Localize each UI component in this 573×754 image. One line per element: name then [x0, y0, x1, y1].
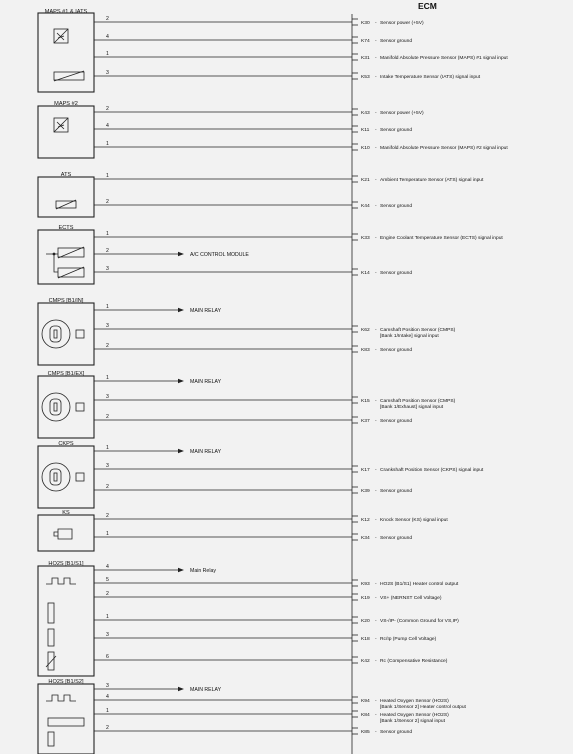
terminal-separator: - [375, 637, 377, 642]
terminal-separator: - [375, 111, 377, 116]
sensor-group-ckps [38, 441, 484, 508]
ecm-terminal: K18 [361, 637, 370, 642]
ecm-terminal: K10 [361, 146, 370, 151]
terminal-separator: - [375, 536, 377, 541]
signal-description: Sensor ground [380, 128, 413, 133]
sensor-label: MAPS #2 [54, 101, 78, 107]
signal-description: [Bank 1/Exhaust] signal input [380, 405, 444, 410]
sensor-box [38, 515, 94, 551]
hall-sensor-icon [54, 330, 57, 338]
signal-description: Rc/Ip (Pump Cell Voltage) [380, 637, 437, 642]
signal-description: Ambient Temperature Sensor (ATS) signal input [380, 178, 484, 183]
sensor-label: CMPS [B1/IN] [48, 298, 84, 304]
sensor-label: MAPS #1 & IATS [44, 9, 88, 15]
signal-description: Sensor power (+5V) [380, 21, 424, 26]
nernst-cell-icon [48, 603, 54, 623]
hall-sensor-icon [50, 399, 61, 415]
signal-description: Heated Oxygen Sensor (HO2S) [380, 713, 449, 718]
ecm-terminal: K14 [361, 271, 370, 276]
hall-sensor-icon [54, 403, 57, 411]
terminal-separator: - [375, 328, 377, 333]
sensor-group-ats [38, 172, 484, 217]
ecm-terminal: K17 [361, 468, 370, 473]
pressure-cell-icon [54, 29, 68, 43]
arrow-icon [178, 308, 184, 312]
signal-description: VS-/IP- (Common Ground for VS,IP) [380, 619, 459, 624]
ecm-terminal: K19 [361, 596, 370, 601]
ecm-terminal: K15 [361, 399, 370, 404]
sensor-label: CKPS [58, 441, 74, 447]
terminal-separator: - [375, 419, 377, 424]
pin-number: 1 [106, 445, 109, 451]
terminal-separator: - [375, 236, 377, 241]
sensor-box [38, 566, 94, 676]
signal-description: Knock Sensor (KS) signal input [380, 518, 448, 523]
hall-sensor-icon [54, 473, 57, 481]
signal-description: Sensor ground [380, 204, 413, 209]
terminal-separator: - [375, 730, 377, 735]
ecm-terminal: K20 [361, 619, 370, 624]
terminal-separator: - [375, 75, 377, 80]
pin-number: 3 [106, 266, 109, 272]
pin-number: 2 [106, 513, 109, 519]
ecm-terminal: K83 [361, 348, 370, 353]
ecm-terminal: K37 [361, 419, 370, 424]
hall-sensor-icon [42, 393, 70, 421]
arrow-icon [178, 449, 184, 453]
signal-description: Intake Temperature Sensor (IATS) signal input [380, 75, 481, 80]
signal-description: Engine Coolant Temperature Sensor (ECTS) signal input [380, 236, 503, 241]
ecm-terminal: K85 [361, 730, 370, 735]
signal-description: Rc (Compensative Resistance) [380, 659, 448, 664]
sensor-cell-icon [48, 732, 54, 746]
ecm-terminal: K34 [361, 536, 370, 541]
pin-number: 1 [106, 141, 109, 147]
sensor-group-ho2s2 [38, 679, 467, 754]
pin-number: 1 [106, 51, 109, 57]
external-connection: Main Relay [190, 568, 216, 574]
ecm-title: ECM [418, 1, 437, 11]
signal-description: Crankshaft Position Sensor (CKPS) signal input [380, 468, 484, 473]
external-connection: MAIN RELAY [190, 687, 222, 693]
terminal-separator: - [375, 468, 377, 473]
resistor-icon [46, 656, 56, 667]
sensor-group-ects [38, 225, 503, 284]
external-connection: MAIN RELAY [190, 449, 222, 455]
terminal-separator: - [375, 146, 377, 151]
pin-number: 3 [106, 683, 109, 689]
signal-description: [Bank 1/Sensor 2] Heater control output [380, 705, 466, 710]
sensor-label: ATS [60, 172, 72, 178]
hall-sensor-icon [76, 473, 84, 481]
pin-number: 3 [106, 70, 109, 76]
ecm-terminal: K31 [361, 56, 370, 61]
terminal-separator: - [375, 128, 377, 133]
sensor-label: HO2S [B1/S2] [48, 679, 84, 685]
pin-number: 2 [106, 248, 109, 254]
terminal-separator: - [375, 399, 377, 404]
junction-dot-icon [46, 254, 58, 272]
terminal-separator: - [375, 56, 377, 61]
ecm-terminal: K12 [361, 518, 370, 523]
pin-number: 3 [106, 463, 109, 469]
arrow-icon [178, 687, 184, 691]
signal-description: Sensor ground [380, 271, 413, 276]
ecm-terminal: K53 [361, 75, 370, 80]
sensor-box [38, 446, 94, 508]
pin-number: 3 [106, 394, 109, 400]
ecm-terminal: K21 [361, 178, 370, 183]
sensor-group-maps2 [38, 101, 508, 158]
signal-description: Sensor ground [380, 39, 413, 44]
sensor-group-ho2s1 [38, 561, 459, 676]
sensor-box [38, 684, 94, 754]
hall-sensor-icon [42, 463, 70, 491]
pin-number: 1 [106, 304, 109, 310]
terminal-separator: - [375, 21, 377, 26]
thermistor-icon [54, 71, 84, 81]
pin-number: 1 [106, 708, 109, 714]
pin-number: 4 [106, 564, 109, 570]
pump-cell-icon [48, 629, 54, 646]
terminal-separator: - [375, 659, 377, 664]
sensor-group-maps1 [38, 9, 508, 92]
ecm-terminal: K42 [361, 659, 370, 664]
external-connection: A/C CONTROL MODULE [190, 252, 249, 258]
terminal-separator: - [375, 178, 377, 183]
pin-number: 4 [106, 34, 109, 40]
signal-description: Sensor ground [380, 348, 413, 353]
signal-description: Sensor ground [380, 419, 413, 424]
signal-description: Sensor ground [380, 730, 413, 735]
terminal-separator: - [375, 518, 377, 523]
signal-description: Camshaft Position Sensor (CMPS) [380, 399, 456, 404]
signal-description: Sensor ground [380, 489, 413, 494]
sensor-label: KS [62, 510, 70, 516]
thermistor-icon [58, 267, 84, 278]
hall-sensor-icon [42, 320, 70, 348]
pin-number: 2 [106, 725, 109, 731]
pin-number: 6 [106, 654, 109, 660]
pin-number: 1 [106, 231, 109, 237]
external-connection: MAIN RELAY [190, 308, 222, 314]
pin-number: 5 [106, 577, 109, 583]
terminal-separator: - [375, 204, 377, 209]
ecm-terminal: K11 [361, 128, 370, 133]
sensor-label: ECTS [58, 225, 74, 231]
signal-description: HO2S (B1/S1) Heater control output [380, 582, 459, 587]
terminal-separator: - [375, 582, 377, 587]
ecm-terminal: K62 [361, 328, 370, 333]
ecm-terminal: K39 [361, 489, 370, 494]
hall-sensor-icon [50, 326, 61, 342]
pin-number: 1 [106, 173, 109, 179]
thermistor-icon [58, 247, 84, 258]
sensor-box [38, 376, 94, 438]
pin-number: 1 [106, 375, 109, 381]
sensor-group-cmps1 [38, 298, 456, 365]
sensor-cell-icon [48, 718, 84, 726]
terminal-separator: - [375, 713, 377, 718]
hall-sensor-icon [50, 469, 61, 485]
terminal-separator: - [375, 271, 377, 276]
ecm-terminal: K33 [361, 236, 370, 241]
sensor-group-ks [38, 510, 448, 551]
terminal-separator: - [375, 619, 377, 624]
ecm-terminal: K84 [361, 713, 370, 718]
external-connection: MAIN RELAY [190, 379, 222, 385]
signal-description: Camshaft Position Sensor (CMPS) [380, 328, 456, 333]
pin-number: 1 [106, 614, 109, 620]
sensor-label: CMPS [B1/EX] [47, 371, 85, 377]
pin-number: 2 [106, 484, 109, 490]
ecm-terminal: K94 [361, 699, 370, 704]
heater-element-icon [46, 695, 76, 701]
sensor-groups [38, 9, 508, 754]
pin-number: 4 [106, 694, 109, 700]
hall-sensor-icon [76, 403, 84, 411]
ecm-terminal: K93 [361, 582, 370, 587]
signal-description: Heated Oxygen Sensor (HO2S) [380, 699, 449, 704]
pin-number: 2 [106, 414, 109, 420]
ecm-terminal: K30 [361, 21, 370, 26]
pin-number: 2 [106, 16, 109, 22]
sensor-box [38, 177, 94, 217]
sensor-label: HO2S [B1/S1] [48, 561, 84, 567]
signal-description: Manifold Absolute Pressure Sensor (MAPS) #2 signal input [380, 146, 508, 151]
sensor-group-cmps2 [38, 371, 456, 438]
arrow-icon [178, 252, 184, 256]
arrow-icon [178, 379, 184, 383]
signal-description: Sensor ground [380, 536, 413, 541]
pin-number: 4 [106, 123, 109, 129]
pin-number: 3 [106, 632, 109, 638]
pin-number: 2 [106, 591, 109, 597]
signal-description: [Bank 1/Sensor 2] signal input [380, 719, 445, 724]
knock-sensor-icon [54, 529, 72, 539]
ecm-terminal: K43 [361, 111, 370, 116]
sensor-box [38, 303, 94, 365]
ecm-terminal: K74 [361, 39, 370, 44]
signal-description: VS+ (NERNST Cell Voltage) [380, 596, 442, 601]
pin-number: 1 [106, 531, 109, 537]
pin-number: 3 [106, 323, 109, 329]
terminal-separator: - [375, 489, 377, 494]
hall-sensor-icon [76, 330, 84, 338]
terminal-separator: - [375, 596, 377, 601]
terminal-separator: - [375, 699, 377, 704]
pin-number: 2 [106, 343, 109, 349]
pin-number: 2 [106, 199, 109, 205]
signal-description: [Bank 1/Intake] signal input [380, 334, 439, 339]
heater-element-icon [46, 578, 76, 584]
signal-description: Manifold Absolute Pressure Sensor (MAPS) #1 signal input [380, 56, 508, 61]
pin-number: 2 [106, 106, 109, 112]
ecm-terminal: K44 [361, 204, 370, 209]
terminal-separator: - [375, 348, 377, 353]
terminal-separator: - [375, 39, 377, 44]
arrow-icon [178, 568, 184, 572]
signal-description: Sensor power (+5V) [380, 111, 424, 116]
pressure-cell-icon [54, 118, 68, 132]
